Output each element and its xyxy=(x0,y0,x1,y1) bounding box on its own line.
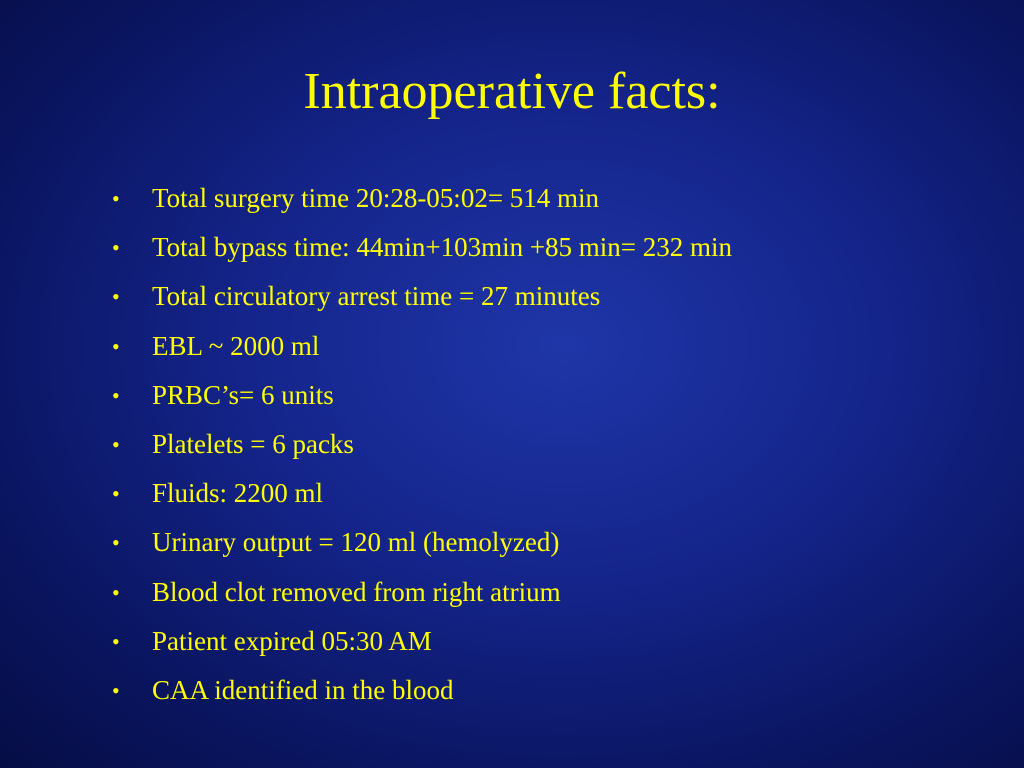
bullet-text: CAA identified in the blood xyxy=(152,674,454,705)
bullet-icon: • xyxy=(112,235,120,261)
bullet-text: Total surgery time 20:28-05:02= 514 min xyxy=(152,183,600,213)
bullet-icon: • xyxy=(112,284,120,310)
bullet-icon: • xyxy=(112,333,120,359)
bullet-text: Fluids: 2200 ml xyxy=(152,478,324,509)
bullet-text: Total bypass time: 44min+103min +85 min= 232 min xyxy=(152,232,733,263)
bullet-text: Platelets = 6 packs xyxy=(152,428,354,459)
bullet-text: Blood clot removed from right atrium xyxy=(152,576,561,607)
bullet-text: EBL ~ 2000 ml xyxy=(152,330,320,361)
bullet-text: Total circulatory arrest time = 27 minutes xyxy=(152,281,601,312)
bullet-icon: • xyxy=(112,530,120,556)
bullet-icon: • xyxy=(112,481,120,507)
bullet-text: PRBC’s= 6 units xyxy=(152,379,334,410)
bullet-text: Patient expired 05:30 AM xyxy=(152,625,432,656)
bullet-icon: • xyxy=(112,382,120,408)
bullet-text: Urinary output = 120 ml (hemolyzed) xyxy=(152,527,560,558)
bullet-icon: • xyxy=(112,579,120,605)
bullet-icon: • xyxy=(112,677,120,703)
bullet-icon: • xyxy=(112,431,120,457)
slide-title: Intraoperative facts: xyxy=(303,63,721,120)
bullet-icon: • xyxy=(112,628,120,654)
bullet-icon: • xyxy=(112,186,120,211)
